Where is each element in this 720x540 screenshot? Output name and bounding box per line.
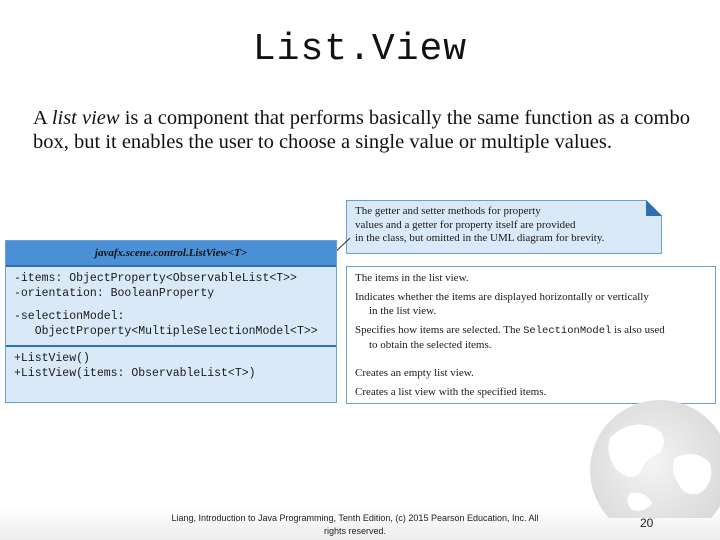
desc-orientation-cont: in the list view. [369, 305, 437, 317]
desc-selection-suffix: is also used [611, 324, 665, 336]
uml-class-name: javafx.scene.control.ListView<T> [6, 241, 336, 265]
note-line: values and a getter for property itself are provided [355, 218, 576, 231]
uml-method: +ListView() [14, 352, 90, 365]
uml-fields [6, 267, 336, 341]
page-number: 20 [640, 516, 654, 530]
desc-orientation: Indicates whether the items are displayed horizontally or vertically [355, 291, 649, 303]
globe-icon [560, 398, 720, 518]
uml-field: -items: ObjectProperty<ObservableList<T>> [14, 272, 297, 285]
uml-field: -orientation: BooleanProperty [14, 287, 215, 300]
desc-ctor-items: Creates a list view with the specified items. [355, 386, 547, 398]
uml-field: -selectionModel: [14, 310, 125, 323]
citation-footer [140, 512, 570, 538]
uml-class-diagram [5, 240, 337, 403]
uml-methods [6, 347, 336, 383]
intro-prefix: A [33, 107, 52, 129]
uml-descriptions [346, 266, 716, 404]
desc-selection-code: SelectionModel [523, 325, 612, 337]
citation-line: rights reserved. [323, 526, 387, 536]
uml-method: +ListView(items: ObservableList<T>) [14, 367, 256, 380]
intro-rest: is a component that performs basically the same function as a combo box, but it enables the user to choose a single value or multiple values. [33, 107, 690, 153]
intro-emphasis: list view [51, 107, 120, 129]
desc-selection-cont: to obtain the selected items. [369, 339, 492, 351]
slide-title: List.View [252, 28, 468, 71]
desc-items: The items in the list view. [355, 272, 469, 284]
uml-field: ObjectProperty<MultipleSelectionModel<T>> [14, 325, 318, 338]
desc-selection-prefix: Specifies how items are selected. The [355, 324, 524, 336]
note-line: The getter and setter methods for property [355, 205, 541, 217]
uml-field [14, 301, 328, 309]
desc-ctor-empty: Creates an empty list view. [355, 367, 474, 379]
citation-line: Liang, Introduction to Java Programming, Tenth Edition, (c) 2015 Pearson Education, Inc. All [171, 513, 539, 523]
desc-selection [355, 323, 707, 338]
note-line: in the class, but omitted in the UML diagram for brevity. [355, 232, 605, 244]
